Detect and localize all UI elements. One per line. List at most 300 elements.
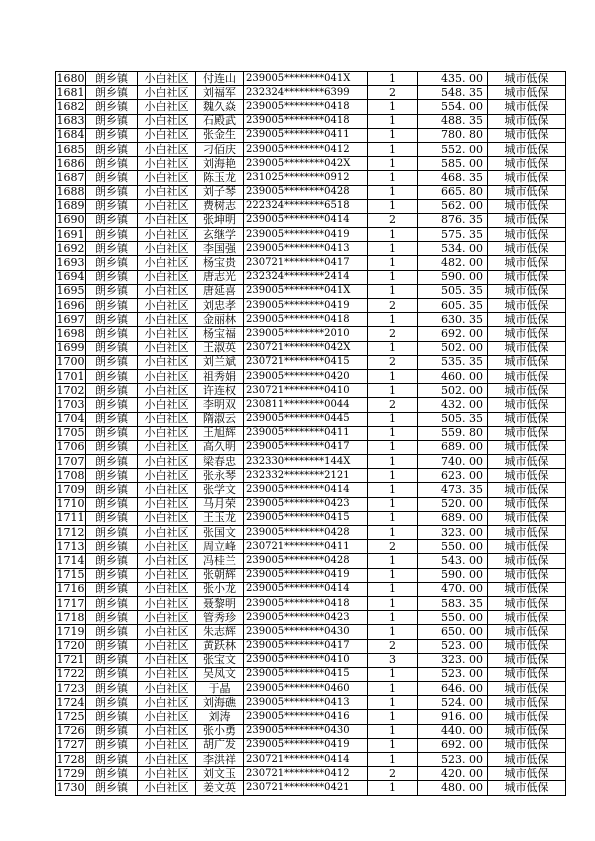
name-cell: 刘海礁 bbox=[196, 696, 244, 710]
name-cell: 付连山 bbox=[196, 72, 244, 86]
name-cell: 马月荣 bbox=[196, 497, 244, 511]
household-count-cell: 1 bbox=[368, 185, 418, 199]
aid-type-cell: 城市低保 bbox=[488, 171, 566, 185]
id-number-cell: 239005********041X bbox=[244, 284, 368, 298]
row-number-cell: 1727 bbox=[56, 738, 85, 752]
row-number-cell: 1717 bbox=[56, 596, 85, 610]
name-cell: 张朝辉 bbox=[196, 568, 244, 582]
name-cell: 许连权 bbox=[196, 384, 244, 398]
community-cell: 小白社区 bbox=[138, 242, 196, 256]
community-cell: 小白社区 bbox=[138, 696, 196, 710]
aid-type-cell: 城市低保 bbox=[488, 86, 566, 100]
community-cell: 小白社区 bbox=[138, 299, 196, 313]
id-number-cell: 239005********0423 bbox=[244, 497, 368, 511]
table-row bbox=[56, 86, 566, 100]
row-number-cell: 1706 bbox=[56, 440, 85, 454]
town-cell: 朗乡镇 bbox=[86, 526, 138, 540]
row-number-cell: 1730 bbox=[56, 780, 85, 794]
id-number-cell: 239005********2010 bbox=[244, 327, 368, 341]
id-number-cell: 239005********0418 bbox=[244, 313, 368, 327]
name-cell: 张金生 bbox=[196, 128, 244, 142]
town-cell: 朗乡镇 bbox=[86, 653, 138, 667]
name-cell: 王玉龙 bbox=[196, 511, 244, 525]
row-number-cell: 1692 bbox=[56, 241, 85, 255]
row-number-cell: 1721 bbox=[56, 653, 85, 667]
aid-type-cell: 城市低保 bbox=[488, 497, 566, 511]
row-number-cell: 1698 bbox=[56, 326, 85, 340]
community-cell: 小白社区 bbox=[138, 667, 196, 681]
community-cell: 小白社区 bbox=[138, 455, 196, 469]
aid-type-cell: 城市低保 bbox=[488, 781, 566, 795]
town-cell: 朗乡镇 bbox=[86, 228, 138, 242]
household-count-cell: 1 bbox=[368, 625, 418, 639]
table-row bbox=[56, 213, 566, 227]
amount-cell: 590. 00 bbox=[418, 270, 488, 284]
community-cell: 小白社区 bbox=[138, 497, 196, 511]
id-number-cell: 239005********0412 bbox=[244, 142, 368, 156]
amount-cell: 535. 35 bbox=[418, 355, 488, 369]
table-row bbox=[56, 511, 566, 525]
amount-cell: 630. 35 bbox=[418, 313, 488, 327]
town-cell: 朗乡镇 bbox=[86, 128, 138, 142]
aid-type-cell: 城市低保 bbox=[488, 369, 566, 383]
table-row bbox=[56, 738, 566, 752]
household-count-cell: 1 bbox=[368, 611, 418, 625]
town-cell: 朗乡镇 bbox=[86, 781, 138, 795]
town-cell: 朗乡镇 bbox=[86, 142, 138, 156]
household-count-cell: 1 bbox=[368, 526, 418, 540]
row-number-cell: 1726 bbox=[56, 724, 85, 738]
name-cell: 王淑英 bbox=[196, 341, 244, 355]
amount-cell: 876. 35 bbox=[418, 213, 488, 227]
aid-type-cell: 城市低保 bbox=[488, 100, 566, 114]
household-count-cell: 2 bbox=[368, 299, 418, 313]
amount-cell: 523. 00 bbox=[418, 667, 488, 681]
aid-type-cell: 城市低保 bbox=[488, 440, 566, 454]
community-cell: 小白社区 bbox=[138, 469, 196, 483]
household-count-cell: 1 bbox=[368, 100, 418, 114]
table-row bbox=[56, 526, 566, 540]
id-number-cell: 230721********042X bbox=[244, 341, 368, 355]
row-number-cell: 1690 bbox=[56, 213, 85, 227]
aid-type-cell: 城市低保 bbox=[488, 157, 566, 171]
aid-type-cell: 城市低保 bbox=[488, 426, 566, 440]
community-cell: 小白社区 bbox=[138, 86, 196, 100]
town-cell: 朗乡镇 bbox=[86, 511, 138, 525]
row-number-cell: 1693 bbox=[56, 256, 85, 270]
name-cell: 杨宝贵 bbox=[196, 256, 244, 270]
community-cell: 小白社区 bbox=[138, 554, 196, 568]
table-row bbox=[56, 228, 566, 242]
id-number-cell: 239005********0428 bbox=[244, 554, 368, 568]
amount-cell: 502. 00 bbox=[418, 341, 488, 355]
household-count-cell: 1 bbox=[368, 313, 418, 327]
community-cell: 小白社区 bbox=[138, 270, 196, 284]
table-row bbox=[56, 554, 566, 568]
id-number-cell: 239005********0419 bbox=[244, 568, 368, 582]
aid-type-cell: 城市低保 bbox=[488, 242, 566, 256]
household-count-cell: 1 bbox=[368, 426, 418, 440]
name-cell: 唐志光 bbox=[196, 270, 244, 284]
table-row bbox=[56, 72, 566, 86]
row-number-cell: 1696 bbox=[56, 298, 85, 312]
amount-cell: 323. 00 bbox=[418, 526, 488, 540]
row-number-cell: 1697 bbox=[56, 312, 85, 326]
id-number-cell: 239005********0415 bbox=[244, 511, 368, 525]
amount-cell: 482. 00 bbox=[418, 256, 488, 270]
id-number-cell: 239005********0416 bbox=[244, 710, 368, 724]
community-cell: 小白社区 bbox=[138, 526, 196, 540]
name-cell: 聂黎明 bbox=[196, 596, 244, 610]
amount-cell: 583. 35 bbox=[418, 596, 488, 610]
table-row bbox=[56, 469, 566, 483]
town-cell: 朗乡镇 bbox=[86, 767, 138, 781]
household-count-cell: 1 bbox=[368, 128, 418, 142]
community-cell: 小白社区 bbox=[138, 426, 196, 440]
community-cell: 小白社区 bbox=[138, 185, 196, 199]
name-cell: 刘忠孝 bbox=[196, 299, 244, 313]
town-cell: 朗乡镇 bbox=[86, 100, 138, 114]
household-count-cell: 1 bbox=[368, 242, 418, 256]
relief-roster-table bbox=[55, 71, 566, 796]
table-row bbox=[56, 568, 566, 582]
amount-cell: 550. 00 bbox=[418, 540, 488, 554]
row-number-cell: 1722 bbox=[56, 667, 85, 681]
aid-type-cell: 城市低保 bbox=[488, 455, 566, 469]
amount-cell: 468. 35 bbox=[418, 171, 488, 185]
community-cell: 小白社区 bbox=[138, 228, 196, 242]
household-count-cell: 1 bbox=[368, 753, 418, 767]
table-row bbox=[56, 540, 566, 554]
row-number-cell: 1703 bbox=[56, 397, 85, 411]
amount-cell: 505. 35 bbox=[418, 284, 488, 298]
amount-cell: 554. 00 bbox=[418, 100, 488, 114]
name-cell: 王旭辉 bbox=[196, 426, 244, 440]
aid-type-cell: 城市低保 bbox=[488, 483, 566, 497]
table-row bbox=[56, 384, 566, 398]
town-cell: 朗乡镇 bbox=[86, 72, 138, 86]
aid-type-cell: 城市低保 bbox=[488, 341, 566, 355]
row-number-cell: 1715 bbox=[56, 568, 85, 582]
amount-cell: 460. 00 bbox=[418, 369, 488, 383]
aid-type-cell: 城市低保 bbox=[488, 213, 566, 227]
amount-cell: 523. 00 bbox=[418, 639, 488, 653]
name-cell: 周立峰 bbox=[196, 540, 244, 554]
table-row bbox=[56, 114, 566, 128]
table-row bbox=[56, 710, 566, 724]
amount-cell: 488. 35 bbox=[418, 114, 488, 128]
amount-cell: 502. 00 bbox=[418, 384, 488, 398]
name-cell: 刘文玉 bbox=[196, 767, 244, 781]
community-cell: 小白社区 bbox=[138, 540, 196, 554]
community-cell: 小白社区 bbox=[138, 738, 196, 752]
name-cell: 吴凤文 bbox=[196, 667, 244, 681]
town-cell: 朗乡镇 bbox=[86, 327, 138, 341]
table-row bbox=[56, 781, 566, 795]
table-row bbox=[56, 313, 566, 327]
town-cell: 朗乡镇 bbox=[86, 625, 138, 639]
row-number-cell: 1720 bbox=[56, 639, 85, 653]
name-cell: 张坤明 bbox=[196, 213, 244, 227]
id-number-cell: 232330********144X bbox=[244, 455, 368, 469]
name-cell: 黄跃林 bbox=[196, 639, 244, 653]
community-cell: 小白社区 bbox=[138, 483, 196, 497]
amount-cell: 440. 00 bbox=[418, 724, 488, 738]
amount-cell: 646. 00 bbox=[418, 682, 488, 696]
row-number-cell: 1709 bbox=[56, 483, 85, 497]
row-number-cell: 1689 bbox=[56, 199, 85, 213]
table-row bbox=[56, 341, 566, 355]
id-number-cell: 239005********0417 bbox=[244, 639, 368, 653]
amount-cell: 543. 00 bbox=[418, 554, 488, 568]
household-count-cell: 1 bbox=[368, 114, 418, 128]
community-cell: 小白社区 bbox=[138, 355, 196, 369]
aid-type-cell: 城市低保 bbox=[488, 710, 566, 724]
household-count-cell: 2 bbox=[368, 86, 418, 100]
table-row bbox=[56, 256, 566, 270]
row-number-cell: 1723 bbox=[56, 681, 85, 695]
aid-type-cell: 城市低保 bbox=[488, 142, 566, 156]
aid-type-cell: 城市低保 bbox=[488, 469, 566, 483]
household-count-cell: 1 bbox=[368, 781, 418, 795]
household-count-cell: 1 bbox=[368, 171, 418, 185]
community-cell: 小白社区 bbox=[138, 767, 196, 781]
amount-cell: 524. 00 bbox=[418, 696, 488, 710]
row-number-cell: 1724 bbox=[56, 695, 85, 709]
id-number-cell: 239005********0414 bbox=[244, 582, 368, 596]
household-count-cell: 1 bbox=[368, 682, 418, 696]
amount-cell: 916. 00 bbox=[418, 710, 488, 724]
row-number-cell: 1684 bbox=[56, 128, 85, 142]
table-row bbox=[56, 270, 566, 284]
household-count-cell: 1 bbox=[368, 696, 418, 710]
community-cell: 小白社区 bbox=[138, 284, 196, 298]
aid-type-cell: 城市低保 bbox=[488, 596, 566, 610]
id-number-cell: 239005********0415 bbox=[244, 667, 368, 681]
aid-type-cell: 城市低保 bbox=[488, 384, 566, 398]
town-cell: 朗乡镇 bbox=[86, 199, 138, 213]
table-row bbox=[56, 625, 566, 639]
town-cell: 朗乡镇 bbox=[86, 582, 138, 596]
row-number-cell: 1712 bbox=[56, 525, 85, 539]
town-cell: 朗乡镇 bbox=[86, 639, 138, 653]
household-count-cell: 1 bbox=[368, 384, 418, 398]
row-number-cell: 1719 bbox=[56, 624, 85, 638]
household-count-cell: 2 bbox=[368, 213, 418, 227]
table-row bbox=[56, 299, 566, 313]
household-count-cell: 1 bbox=[368, 511, 418, 525]
amount-cell: 575. 35 bbox=[418, 228, 488, 242]
amount-cell: 689. 00 bbox=[418, 511, 488, 525]
amount-cell: 534. 00 bbox=[418, 242, 488, 256]
table-row bbox=[56, 639, 566, 653]
amount-cell: 548. 35 bbox=[418, 86, 488, 100]
aid-type-cell: 城市低保 bbox=[488, 696, 566, 710]
town-cell: 朗乡镇 bbox=[86, 369, 138, 383]
aid-type-cell: 城市低保 bbox=[488, 611, 566, 625]
town-cell: 朗乡镇 bbox=[86, 710, 138, 724]
amount-cell: 550. 00 bbox=[418, 611, 488, 625]
table-row bbox=[56, 667, 566, 681]
town-cell: 朗乡镇 bbox=[86, 384, 138, 398]
aid-type-cell: 城市低保 bbox=[488, 270, 566, 284]
town-cell: 朗乡镇 bbox=[86, 256, 138, 270]
name-cell: 玄继学 bbox=[196, 228, 244, 242]
id-number-cell: 230721********0417 bbox=[244, 256, 368, 270]
town-cell: 朗乡镇 bbox=[86, 667, 138, 681]
household-count-cell: 1 bbox=[368, 667, 418, 681]
table-row bbox=[56, 128, 566, 142]
id-number-cell: 239005********0419 bbox=[244, 299, 368, 313]
community-cell: 小白社区 bbox=[138, 724, 196, 738]
aid-type-cell: 城市低保 bbox=[488, 327, 566, 341]
table-row bbox=[56, 767, 566, 781]
row-number-cell: 1718 bbox=[56, 610, 85, 624]
community-cell: 小白社区 bbox=[138, 369, 196, 383]
aid-type-cell: 城市低保 bbox=[488, 284, 566, 298]
amount-cell: 689. 00 bbox=[418, 440, 488, 454]
table-row bbox=[56, 157, 566, 171]
row-number-cell: 1705 bbox=[56, 426, 85, 440]
name-cell: 金丽林 bbox=[196, 313, 244, 327]
town-cell: 朗乡镇 bbox=[86, 696, 138, 710]
community-cell: 小白社区 bbox=[138, 171, 196, 185]
row-number-cell: 1700 bbox=[56, 355, 85, 369]
id-number-cell: 230721********0414 bbox=[244, 753, 368, 767]
id-number-cell: 232324********6399 bbox=[244, 86, 368, 100]
table-row bbox=[56, 753, 566, 767]
aid-type-cell: 城市低保 bbox=[488, 540, 566, 554]
household-count-cell: 1 bbox=[368, 710, 418, 724]
aid-type-cell: 城市低保 bbox=[488, 355, 566, 369]
id-number-cell: 239005********0428 bbox=[244, 185, 368, 199]
row-number-cell: 1714 bbox=[56, 553, 85, 567]
name-cell: 张宝文 bbox=[196, 653, 244, 667]
community-cell: 小白社区 bbox=[138, 596, 196, 610]
aid-type-cell: 城市低保 bbox=[488, 682, 566, 696]
aid-type-cell: 城市低保 bbox=[488, 625, 566, 639]
aid-type-cell: 城市低保 bbox=[488, 256, 566, 270]
amount-cell: 780. 80 bbox=[418, 128, 488, 142]
town-cell: 朗乡镇 bbox=[86, 455, 138, 469]
table-row bbox=[56, 199, 566, 213]
row-number-cell: 1681 bbox=[56, 85, 85, 99]
aid-type-cell: 城市低保 bbox=[488, 185, 566, 199]
amount-cell: 523. 00 bbox=[418, 753, 488, 767]
table-row bbox=[56, 355, 566, 369]
table-row bbox=[56, 242, 566, 256]
aid-type-cell: 城市低保 bbox=[488, 72, 566, 86]
town-cell: 朗乡镇 bbox=[86, 483, 138, 497]
household-count-cell: 2 bbox=[368, 355, 418, 369]
household-count-cell: 1 bbox=[368, 568, 418, 582]
id-number-cell: 239005********0428 bbox=[244, 526, 368, 540]
household-count-cell: 1 bbox=[368, 228, 418, 242]
amount-cell: 480. 00 bbox=[418, 781, 488, 795]
aid-type-cell: 城市低保 bbox=[488, 639, 566, 653]
aid-type-cell: 城市低保 bbox=[488, 299, 566, 313]
household-count-cell: 2 bbox=[368, 398, 418, 412]
id-number-cell: 231025********0912 bbox=[244, 171, 368, 185]
table-row bbox=[56, 582, 566, 596]
table-row bbox=[56, 682, 566, 696]
amount-cell: 740. 00 bbox=[418, 455, 488, 469]
id-number-cell: 239005********0445 bbox=[244, 412, 368, 426]
community-cell: 小白社区 bbox=[138, 313, 196, 327]
amount-cell: 552. 00 bbox=[418, 142, 488, 156]
household-count-cell: 2 bbox=[368, 767, 418, 781]
amount-cell: 420. 00 bbox=[418, 767, 488, 781]
id-number-cell: 239005********0460 bbox=[244, 682, 368, 696]
household-count-cell: 1 bbox=[368, 497, 418, 511]
amount-cell: 520. 00 bbox=[418, 497, 488, 511]
row-number-cell: 1682 bbox=[56, 99, 85, 113]
town-cell: 朗乡镇 bbox=[86, 497, 138, 511]
community-cell: 小白社区 bbox=[138, 568, 196, 582]
town-cell: 朗乡镇 bbox=[86, 171, 138, 185]
household-count-cell: 1 bbox=[368, 738, 418, 752]
name-cell: 于晶 bbox=[196, 682, 244, 696]
community-cell: 小白社区 bbox=[138, 256, 196, 270]
id-number-cell: 239005********0418 bbox=[244, 596, 368, 610]
town-cell: 朗乡镇 bbox=[86, 440, 138, 454]
community-cell: 小白社区 bbox=[138, 582, 196, 596]
row-number-cell: 1699 bbox=[56, 341, 85, 355]
household-count-cell: 1 bbox=[368, 369, 418, 383]
town-cell: 朗乡镇 bbox=[86, 213, 138, 227]
household-count-cell: 1 bbox=[368, 440, 418, 454]
amount-cell: 585. 00 bbox=[418, 157, 488, 171]
community-cell: 小白社区 bbox=[138, 440, 196, 454]
table-row bbox=[56, 611, 566, 625]
id-number-cell: 239005********0411 bbox=[244, 426, 368, 440]
household-count-cell: 1 bbox=[368, 554, 418, 568]
table-row bbox=[56, 100, 566, 114]
town-cell: 朗乡镇 bbox=[86, 724, 138, 738]
town-cell: 朗乡镇 bbox=[86, 341, 138, 355]
aid-type-cell: 城市低保 bbox=[488, 767, 566, 781]
id-number-cell: 222324********6518 bbox=[244, 199, 368, 213]
town-cell: 朗乡镇 bbox=[86, 682, 138, 696]
aid-type-cell: 城市低保 bbox=[488, 653, 566, 667]
aid-type-cell: 城市低保 bbox=[488, 526, 566, 540]
household-count-cell: 1 bbox=[368, 455, 418, 469]
table-row bbox=[56, 497, 566, 511]
row-number-cell: 1701 bbox=[56, 369, 85, 383]
id-number-cell: 239005********041X bbox=[244, 72, 368, 86]
amount-cell: 665. 80 bbox=[418, 185, 488, 199]
community-cell: 小白社区 bbox=[138, 781, 196, 795]
town-cell: 朗乡镇 bbox=[86, 540, 138, 554]
household-count-cell: 1 bbox=[368, 596, 418, 610]
aid-type-cell: 城市低保 bbox=[488, 114, 566, 128]
name-cell: 唐延喜 bbox=[196, 284, 244, 298]
name-cell: 张学文 bbox=[196, 483, 244, 497]
row-number-cell: 1710 bbox=[56, 497, 85, 511]
name-cell: 刁佰庆 bbox=[196, 142, 244, 156]
household-count-cell: 1 bbox=[368, 72, 418, 86]
community-cell: 小白社区 bbox=[138, 142, 196, 156]
id-number-cell: 239005********0417 bbox=[244, 440, 368, 454]
id-number-cell: 239005********0419 bbox=[244, 738, 368, 752]
household-count-cell: 1 bbox=[368, 270, 418, 284]
name-cell: 管秀珍 bbox=[196, 611, 244, 625]
amount-cell: 505. 35 bbox=[418, 412, 488, 426]
community-cell: 小白社区 bbox=[138, 611, 196, 625]
table-row bbox=[56, 412, 566, 426]
name-cell: 费树志 bbox=[196, 199, 244, 213]
name-cell: 高久明 bbox=[196, 440, 244, 454]
